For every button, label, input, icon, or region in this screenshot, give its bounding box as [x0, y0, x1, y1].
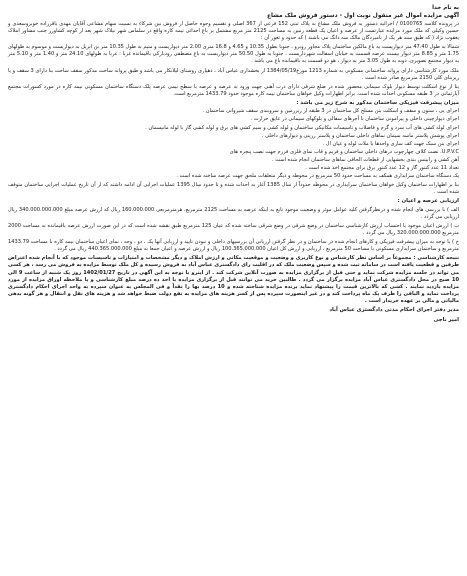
- description-paragraph: ملک مورد کارشناسی دارای پروانه ساختمانی مسکونی به شماره 1213 مورخ1384/05/19 از بخشداری عباس آباد ، دهیاری روستای لیلانکار می باشد و طبق پروانه ساخت مذکور سقف ساخت بنا دارای 3 سقف و با زیربنای کلی 2150 مترمربع صادر شده است .: [8, 67, 460, 81]
- valuation-heading: ارزیابی عرصه و اعیان :: [397, 198, 459, 205]
- intro-paragraph: در پرونده کلاسه 0100765 / اجرائیه دستور به فروش ملک مشاع به پلاک ثبتی 152 فرعی از 367 اصلی و تقسیم وجوه حاصل از فروش بین شرکاء به نسبت سهام مشاعی آقایان مهدی باقرزاده خوبروسعدی و حسین وکیلی که ملک مورد مزایده عبارتست از عرصه و اعیان یک قطعه زمین به مساحت 2125 متر مربع مشتمل بر باغ احداثی نیمه کاره واقع در سلماس شهر نیلاک شهر بعد از کوچه کشاورز جنب مشاور املاک یعقوب نژاد ( که طبق سند هر یک از نامبردگان مالک سه دانگ می باشند ) که حدود و ثغور آن :: [8, 21, 460, 42]
- signature-title: مدیر دفتر اجرای احکام مدنی دادگستری عباس آباد: [329, 307, 459, 313]
- progress-item: آهن کشی و رابیتس بندی بخشهایی از قطعات الحاقی نماهای ساختمان انجام شده است .: [271, 156, 459, 163]
- structure-paragraph: بنا از نوع اسکلت توسط دیوار بلوک سیمانی محصور شده در ضلع شرقی دارای درب آهنی جهت ورود به عرصه و عرصه با سطح نیمی عرصه پلک دستگاه ساختمان مسکونی نیمه کاره در مورد کسورات مجتمع آپارتمانی در 3 طبقه مسکونی احداث شده است. برابر اظهارات وکیل خواهان ساختمان نیمه کاره موجود حدود 1433.79 مترمربع است.: [8, 83, 459, 97]
- progress-item: اجرای پی ، ستون و سقف و اسکلت بتن مسلح کل ساختمان در 3 طبقه از زیرزمین و سروبندی سقف شیروانی ساختمان .: [202, 108, 459, 115]
- conditions-paragraph: نتیجه کارشناسی : مجموعاً بر اساس نظر کارشناس و نوع کاربری و وضعیت و موقعیت مکانی و ارزش املاک و دیگر مشخصات و امتیازات و تاسیسات موجود که با آنجام شده اعتراض طرفین و قطعیت یافته است در سامانه ثبت شده و سپس وضعیت ملک که در اقلیت رای دادگستری عباس آباد به فروش رسیده و کل ملک توسط مزایده به فروش می رسد ، هر کسی می تواند در جلسه مزایده شرکت نماید و حتی قبل از برگزاری مزایده به صورت آنلاین شرکت کند . از اینرو با توجه به این آگهی در تاریخ 1402/01/27 روز یک شنبه از ساعت 9 الی 10 صبح در محل دادگستری عباس آباد مزایده برگزار می گردد . طالبین خرید می توانند قبل از برگزاری مزایده با اخذ ده درصد مبلغ کارشناسی و با ملاحظه اوراق مزایده از مورد مزایده بازدید نمایند . کسی که بالاترین قیمت را پیشنهاد نماید برنده مزایده شناخته شده و 10 درصد بها را نقداً و فی المجلس به عنوان سپرده به واحد اجرای احکام دادگستری پرداخت نماید و الباقی را ظرف یک ماه پرداخت کند و در غیر اینصورت سپرده پس از کسر هزینه های مزایده به نفع دولت ضبط خواهد شد و هزینه های نقل و انتقال و هر گونه بدهی مالیاتی و مالی بر عهده خریدار است .: [8, 255, 459, 304]
- progress-item: اجرای بتن سبک جهت کف سازی واحدها با ملات لوله و عیان ال .: [322, 140, 459, 147]
- progress-item: اجرای لوله کشی های آب سرد و گرم و فاضلاب و تاسیسات مکانیکی ساختمان و لوله کشی و سیم کشی های برق و لوله کشی گاز با لوله مانیسمان .: [145, 124, 459, 131]
- progress-item: U.P.V.C. نصب کلاف چهارچوب درهای داخلی ساختمان و فریم و قاب نمای فلزی فرزم جهت نصب پنجره های: [229, 148, 459, 155]
- progress-item: اجرای دیوارچینی داخلی و پیرامونی ساختمان با آجرهای سفالی و بلوکهای سیمانی در عایق حرارت .: [250, 116, 459, 123]
- progress-heading: میزان پیشرفت فیزیکی ساختمان مذکور به شرح زیر می باشد :: [296, 99, 459, 106]
- valuation-item: ج ) با توجه به میزان پیشرفت فیزیکی و کارهای انجام شده در ساختمان و در نظر گرفتن ارزیابی آن بررسیهای داخلی و نبودن تایید و ارزیابی آنها یک ، دو ، وجه ، نمای اعیان ساختمان نیمه کاره با مساحت 1433.79 مترمربع و ساختمان سرایداری مسکونی با مساحت 50 مترمربع ، ارزیابی و ارزش کل اعیان 100.365.000.000 ریال و ارزش عرصه و اعیان جمعا به مبلغ 440.365.000.000 ریال می گردد .: [8, 239, 459, 253]
- extra2-paragraph: بنا بر اظهارات ساختمان وکیل خواهان ساختمان سرایداری در محوطه حدوداً از سال 1385 آغاز به احداث شده و تا حدود سال 1395 عملیات اجرایی آن ادامه داشته که از آن تاریخ عملیات اجرایی ساختمان متوقف شده است .: [8, 182, 460, 196]
- boundaries-paragraph: شمالا به طول 47.40 متر دیواریست به باغ مالکین ساختمان پلاک مجاور روبرو ، جنوبا بطول 10.35 و 4.65 و 16.8 متری 2.00 متر دیواریست و متیم به طول 10.35 متر بن ابریل به دیواریست و موسوم به طولهای 1.75 متر و 8.85 متر دیوار بیست عرصه قسمت به خیابان اسفالت شهرداریست ، جنوبا به طول 50.50 متر دیواریست به باغ مصطفی رودبارکی باقیمانده غربا : غربا به طولهای 24.10 متر و 1.40 متر و 5.10 متر به دیوار مجتمع تصویری، دوبه به طول 3.05 متر به دیوار ، هو دو قسمت به باقیمانده باغ می باشد .: [8, 44, 460, 65]
- progress-item: اجرای پوشش پلاستر ماسه سیمان نماهای داخلی ساختمان و پلاستر رزینی و دیوارهای داخلی .: [261, 132, 459, 139]
- progress-item: تعداد 11 عدد کنتور گاز و 12 عدد کنتور برق برای مجتمع اخذ شده است .: [305, 165, 459, 171]
- signature-name: امیر ناجی: [433, 316, 459, 323]
- basmala: به نام خدا: [432, 5, 459, 11]
- valuation-item: الف ) با بررسی های انجام شده و درنظرگرفتن کلیه عوامل موثر و وضعیت موجود تابع به اینکه عرصه به مساحت 2125 مترمربع، هرمترمربعی 160.000.000 ریال که ارزش عرصه مبلغ 340.000.000.000 ریال ارزیابی می گردد .: [8, 206, 460, 220]
- valuation-item: ب ) ارزش اعیان موجود با احتساب ارزش کارشناسی ساختمان در وضع شرقی در وضع شرقی ساخته شده که عیان 125 مترمربع طبق نقشه شده است که در این صورت ارزش عرصه باقیمانده به مساحت 2000 مترمربع 320.000.000.000 ریال می گردد .: [8, 222, 459, 237]
- notice-title: آگهی مزایده اموال غیر منقول نوبت اول - دستور فروش ملک مشاع: [266, 13, 459, 19]
- extra-paragraph: یک دستگاه ساختمان سرایداری همکف به مساحت حدود 50 مترمربع در محوطه و دیگر متعلقات ملحق جهت عرصه ساخته شده است .: [176, 173, 459, 180]
